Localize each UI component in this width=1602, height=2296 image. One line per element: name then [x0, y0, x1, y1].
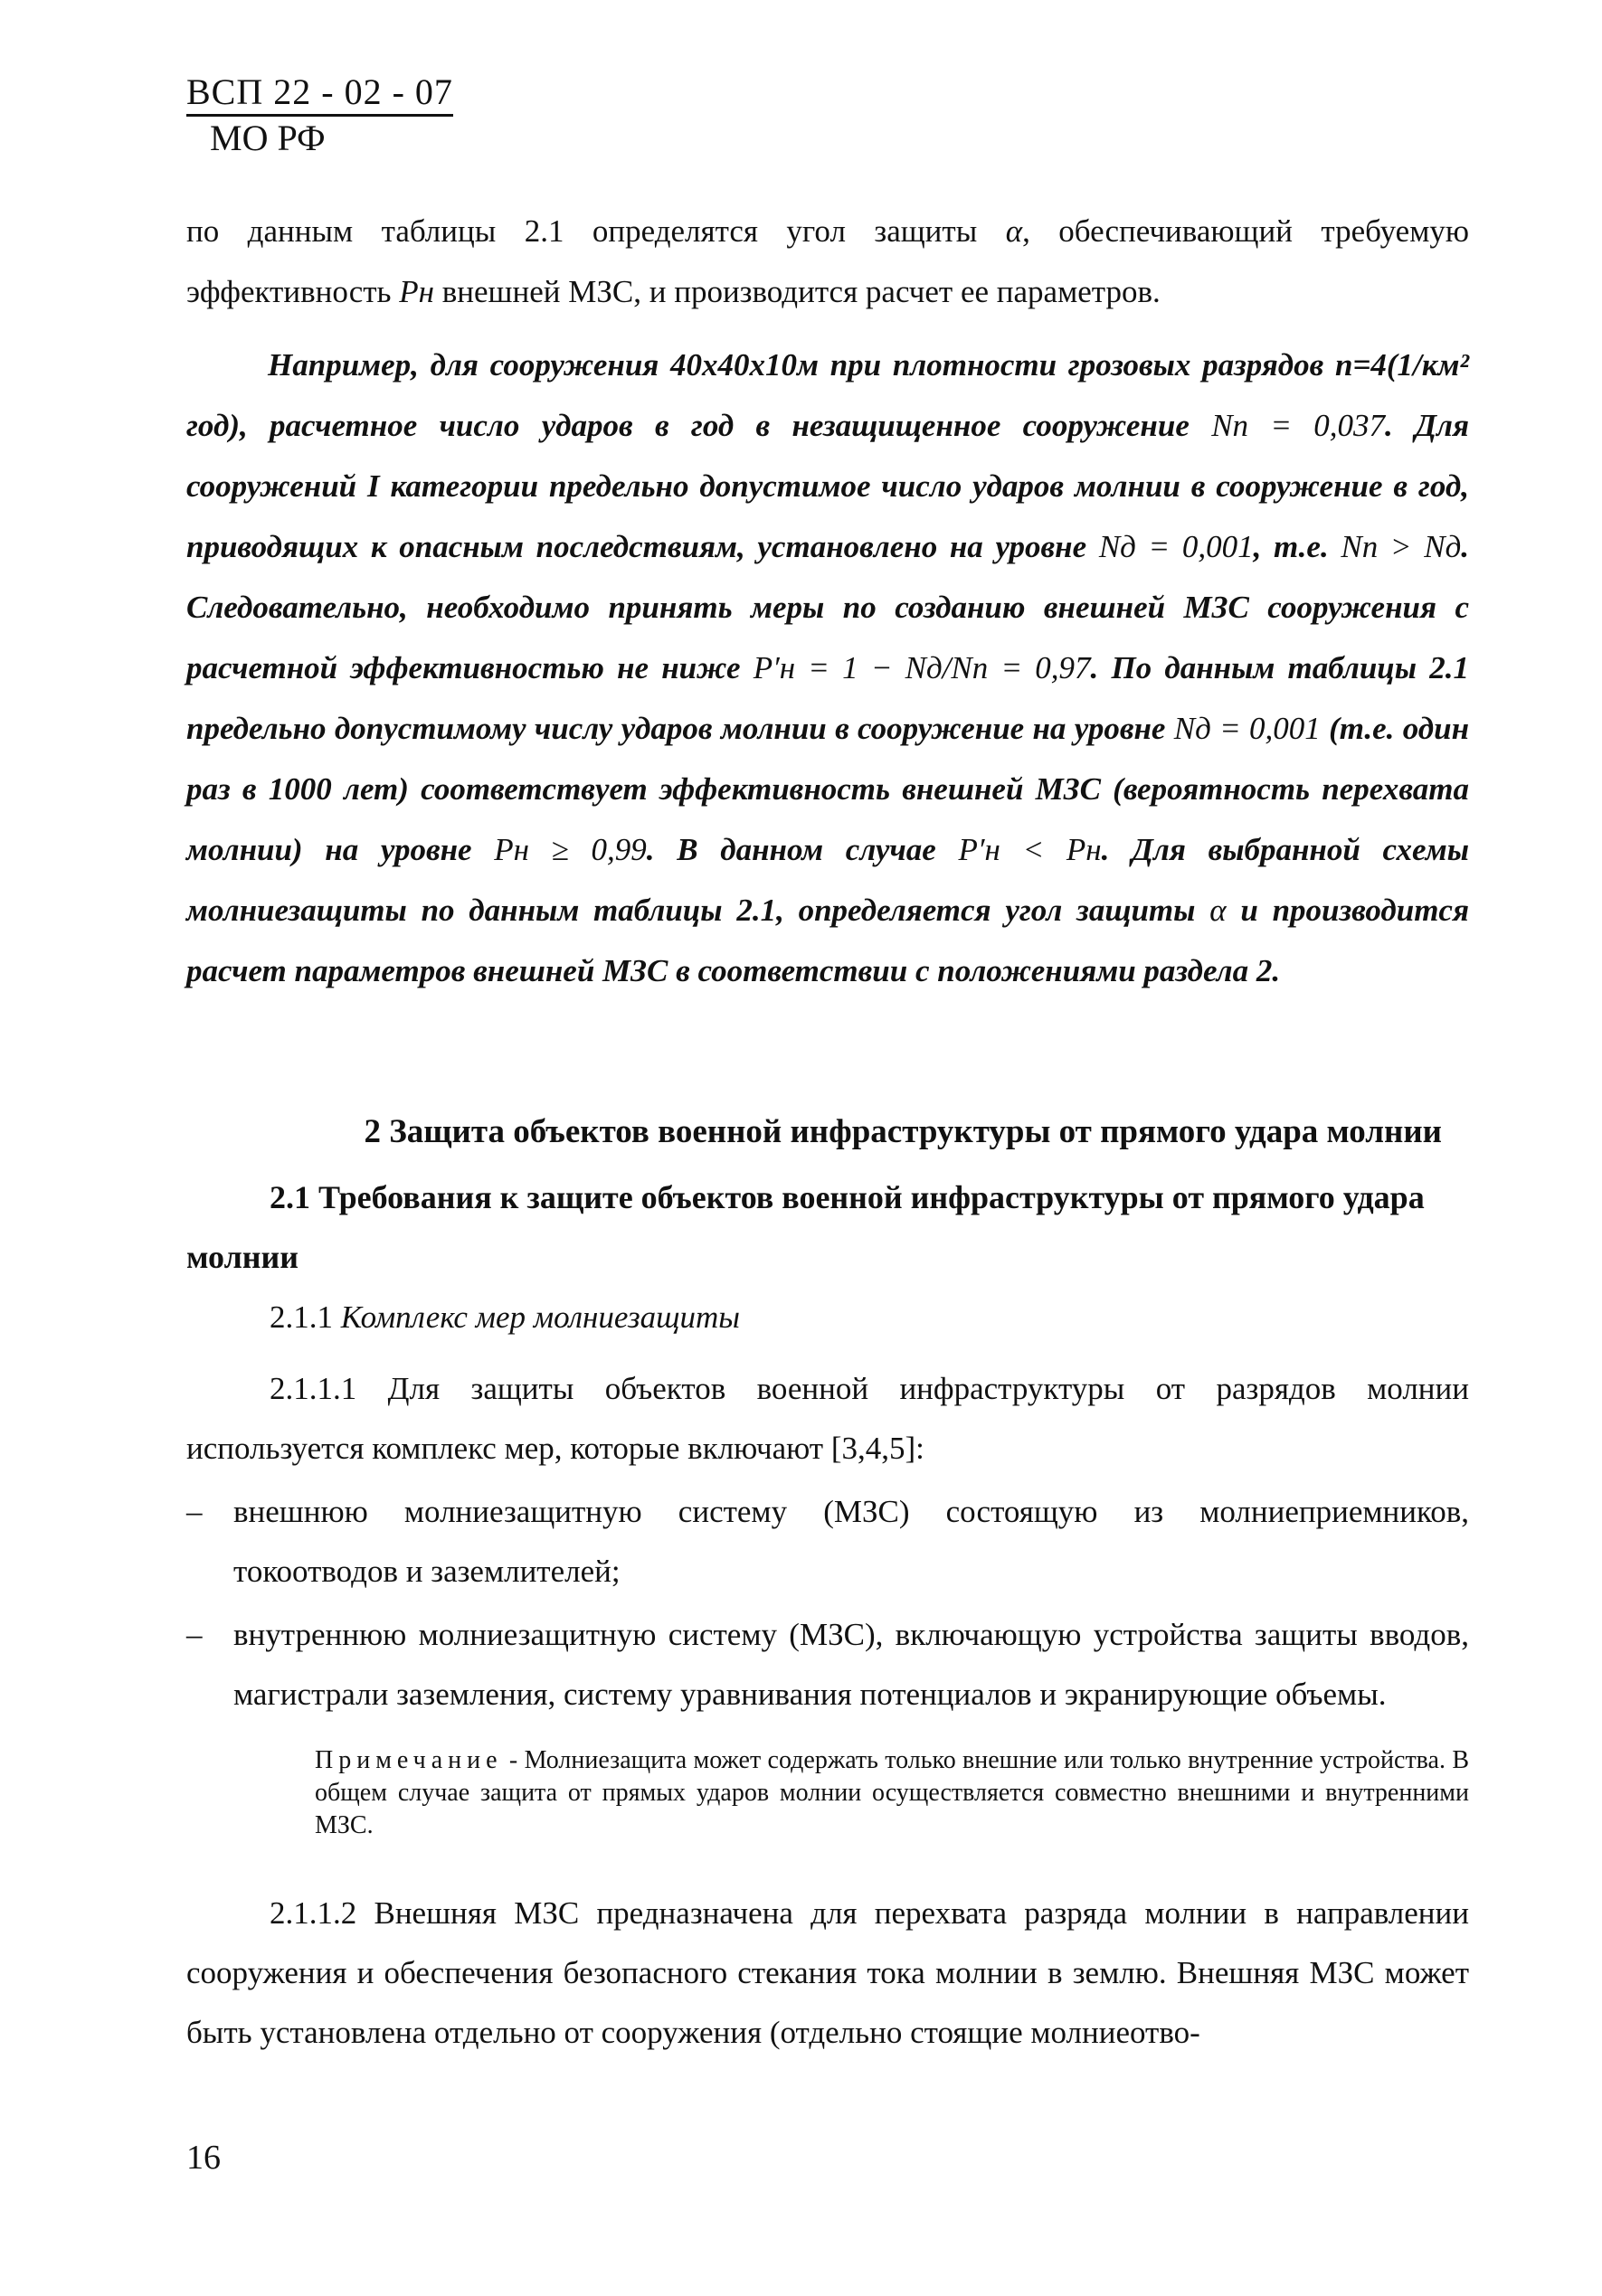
example-text-3: , т.е.	[1253, 529, 1341, 564]
section-number: 2.1.1	[270, 1299, 341, 1335]
formula-compare: Nп > Nд	[1341, 529, 1462, 564]
list-item-text: внутреннюю молниезащитную систему (МЗС), включающую устройства защиты вводов, магистрали заземления, систему уравнивания потенциалов и экранирующие объемы.	[233, 1617, 1469, 1712]
section-2-1-1-heading	[186, 1290, 1469, 1345]
section-title: Комплекс мер молниезащиты	[340, 1299, 740, 1335]
intro-text-a: по данным таблицы 2.1 определятся угол защиты	[186, 213, 1006, 249]
intro-text-c: внешней МЗС, и производится расчет ее параметров.	[434, 274, 1161, 309]
note-block	[315, 1744, 1469, 1842]
example-text-5: . По данным таблицы 2.1 предельно допустимому числу ударов молнии в сооружение на уровне	[186, 650, 1469, 746]
measures-list	[186, 1482, 1469, 1724]
intro-paragraph	[186, 201, 1469, 322]
document-body	[186, 201, 1469, 2063]
formula-np: Nп = 0,037	[1211, 408, 1386, 443]
paragraph-2-1-1-2: 2.1.1.2 Внешняя МЗС предназначена для перехвата разряда молнии в направлении сооружения и обеспечения безопасного стекания тока молнии в землю. Внешняя МЗС может быть установлена отдельно от сооружения (отдельно стоящие молниеотво-	[186, 1895, 1469, 2050]
standard-code: ВСП 22 - 02 - 07	[186, 71, 453, 117]
alpha-symbol: α	[1005, 213, 1023, 249]
example-text-8: . Для выбранной схемы молниезащиты по данным таблицы 2.1, определяется угол защиты	[186, 832, 1469, 928]
intro-text-b: , обеспечивающий требуемую эффективность	[186, 213, 1469, 309]
formula-ph-compare: P′н < Pн	[958, 832, 1102, 867]
section-2-1-heading: 2.1 Требования к защите объектов военной инфраструктуры от прямого удара молнии	[186, 1179, 1425, 1275]
formula-nd: Nд = 0,001	[1098, 529, 1254, 564]
example-text-7: . В данном случае	[646, 832, 959, 867]
section-2-heading: 2 Защита объектов военной инфраструктуры от прямого удара молнии	[364, 1113, 1442, 1150]
list-item	[186, 1605, 1469, 1724]
formula-ph-prime: P′н = 1 − Nд/Nп = 0,97	[753, 650, 1091, 685]
document-header	[186, 71, 453, 160]
dash-marker: –	[186, 1617, 203, 1652]
example-text-6: (т.е. один раз в 1000 лет) соответствует эффективность внешней МЗС (вероятность перехвата молнии) на уровне	[186, 711, 1470, 867]
organization: МО РФ	[210, 118, 326, 158]
page-number: 16	[186, 2139, 221, 2177]
note-label: Примечание	[315, 1746, 503, 1774]
list-item	[186, 1482, 1469, 1602]
example-text-2: . Для сооружений I категории предельно допустимое число ударов молнии в сооружение в год, приводящих к опасным последствиям, установлено на уровне	[186, 408, 1469, 564]
example-text-1: Например, для сооружения 40х40х10м при плотности грозовых разрядов n=4(1/км² год), расчетное число ударов в год в незащищенное сооружение	[186, 347, 1469, 443]
example-paragraph	[186, 335, 1469, 1001]
paragraph-2-1-1-1: 2.1.1.1 Для защиты объектов военной инфраструктуры от разрядов молнии используется комплекс мер, которые включают [3,4,5]:	[186, 1371, 1469, 1466]
formula-ph-level: Pн ≥ 0,99	[494, 832, 647, 867]
alpha-symbol-2: α	[1209, 893, 1227, 928]
ph-symbol: Pн	[399, 274, 434, 309]
example-text-9: и производится расчет параметров внешней МЗС в соответствии с положениями раздела 2.	[186, 893, 1470, 988]
dash-marker: –	[186, 1494, 203, 1529]
example-text-4: . Следовательно, необходимо принять меры по созданию внешней МЗС сооружения с расчетной эффективностью не ниже	[186, 529, 1470, 685]
list-item-text: внешнюю молниезащитную систему (МЗС) состоящую из молниеприемников, токоотводов и заземлителей;	[233, 1494, 1469, 1589]
note-text: - Молниезащита может содержать только внешние или только внутренние устройства. В общем случае защита от прямых ударов молнии осуществляется совместно внешними и внутренними МЗС.	[315, 1746, 1469, 1839]
formula-nd-2: Nд = 0,001	[1173, 711, 1321, 746]
